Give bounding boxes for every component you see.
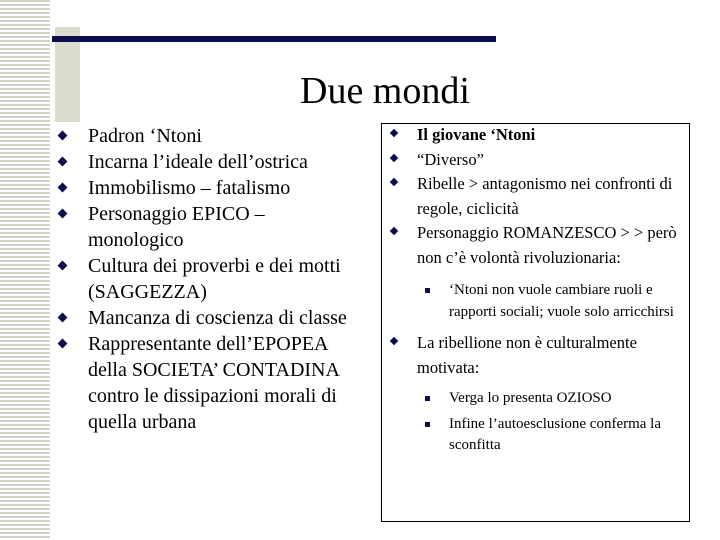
sub-list-item (388, 414, 690, 457)
diamond-bullet-icon (58, 313, 68, 323)
item-text: ‘Ntoni non vuole cambiare ruoli e rapporti sociali; vuole solo arricchirsi (449, 282, 674, 320)
list-item (388, 331, 690, 380)
diamond-bullet-icon (58, 339, 68, 349)
list-item (388, 221, 690, 270)
list-item (58, 305, 363, 331)
diamond-bullet-icon (58, 209, 68, 219)
item-text: La ribellione non è culturalmente motivata: (417, 333, 637, 377)
list-item (58, 149, 363, 175)
item-text: Infine l’autoesclusione conferma la sconfitta (449, 415, 661, 453)
list-item (388, 172, 690, 221)
item-text: Verga lo presenta OZIOSO (449, 390, 612, 406)
sub-list-item (388, 388, 690, 410)
diamond-bullet-icon (390, 227, 398, 235)
right-column-list (388, 123, 690, 457)
list-item (58, 175, 363, 201)
diamond-bullet-icon (390, 153, 398, 161)
left-column-list (58, 123, 363, 435)
list-item (388, 148, 690, 173)
title-accent-line (52, 36, 496, 42)
item-text: Il giovane ‘Ntoni (417, 125, 536, 144)
diamond-bullet-icon (58, 183, 68, 193)
list-item (58, 253, 363, 305)
sub-list-item (388, 280, 690, 323)
item-text: Incarna l’ideale dell’ostrica (88, 151, 308, 173)
list-item (58, 331, 363, 435)
slide-title: Due mondi (300, 70, 470, 112)
diamond-bullet-icon (390, 178, 398, 186)
diamond-bullet-icon (390, 337, 398, 345)
list-item (58, 201, 363, 253)
item-text: Personaggio EPICO – monologico (88, 203, 265, 251)
item-text: Rappresentante dell’EPOPEA della SOCIETA’ CONTADINA contro le dissipazioni morali di quella urbana (88, 333, 339, 433)
item-text: Padron ‘Ntoni (88, 125, 202, 147)
item-text: Mancanza di coscienza di classe (88, 307, 347, 329)
list-item (388, 123, 690, 148)
list-item (58, 123, 363, 149)
diamond-bullet-icon (390, 129, 398, 137)
item-text: Cultura dei proverbi e dei motti (SAGGEZZA) (88, 255, 341, 303)
square-bullet-icon (425, 288, 430, 293)
diamond-bullet-icon (58, 261, 68, 271)
decorative-stripes (0, 0, 50, 540)
item-text: Personaggio ROMANZESCO > > però non c’è volontà rivoluzionaria: (417, 223, 677, 267)
item-text: Immobilismo – fatalismo (88, 177, 291, 199)
square-bullet-icon (425, 396, 430, 401)
item-text: Ribelle > antagonismo nei confronti di regole, ciclicità (417, 174, 673, 218)
item-text: “Diverso” (417, 149, 484, 169)
diamond-bullet-icon (58, 131, 68, 141)
square-bullet-icon (425, 422, 430, 427)
diamond-bullet-icon (58, 157, 68, 167)
